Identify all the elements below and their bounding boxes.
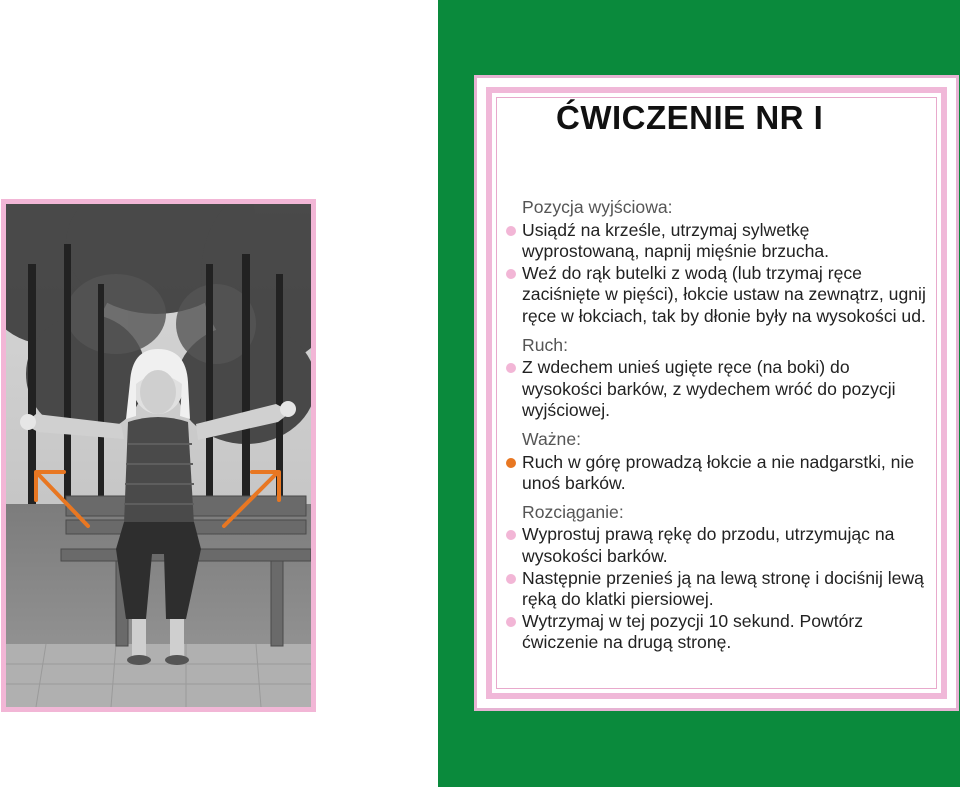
section-important — [506, 429, 926, 495]
bullet-dot-icon — [506, 530, 516, 540]
section-starting-position — [506, 197, 926, 328]
section-label: Ruch: — [522, 334, 568, 355]
section-label: Rozciąganie: — [522, 501, 624, 522]
bullet-dot-icon — [506, 269, 516, 279]
list-item — [506, 357, 926, 422]
section-label: Ważne: — [522, 428, 581, 449]
section-stretching — [506, 502, 926, 654]
list-item — [506, 263, 926, 328]
bullet-dot-icon — [506, 363, 516, 373]
list-item — [506, 452, 926, 495]
page-title: ĆWICZENIE NR I — [556, 99, 824, 136]
section-movement — [506, 335, 926, 422]
list-item — [506, 611, 926, 654]
bullet-dot-icon — [506, 226, 516, 236]
section-label: Pozycja wyjściowa: — [522, 197, 673, 217]
bullet-dot-icon — [506, 458, 516, 468]
list-item-text: Następnie przenieś ją na lewą stronę i dociśnij lewą ręką do klatki piersiowej. — [522, 567, 924, 610]
list-item-text: Weź do rąk butelki z wodą (lub trzymaj ręce zaciśnięte w pięści), łokcie ustaw na zewnątrz, ugnij ręce w łokciach, tak by dłonie były na wysokości ud. — [522, 262, 926, 326]
bullet-dot-icon — [506, 574, 516, 584]
list-item — [506, 220, 926, 263]
list-item-text: Wyprostuj prawą rękę do przodu, utrzymując na wysokości barków. — [522, 524, 895, 566]
bullet-dot-icon — [506, 617, 516, 627]
list-item — [506, 524, 926, 567]
exercise-photo — [6, 204, 311, 707]
list-item-text: Ruch w górę prowadzą łokcie a nie nadgarstki, nie unoś barków. — [522, 451, 915, 494]
list-item — [506, 568, 926, 611]
photo-frame — [1, 199, 316, 712]
list-item-text: Wytrzymaj w tej pozycji 10 sekund. Powtórz ćwiczenie na drugą stronę. — [522, 610, 864, 653]
list-item-text: Usiądź na krześle, utrzymaj sylwetkę wyprostowaną, napnij mięśnie brzucha. — [522, 219, 830, 262]
list-item-text: Z wdechem unieś ugięte ręce (na boki) do wysokości barków, z wydechem wróć do pozycji wyjściowej. — [522, 357, 896, 421]
instructions — [506, 197, 926, 661]
